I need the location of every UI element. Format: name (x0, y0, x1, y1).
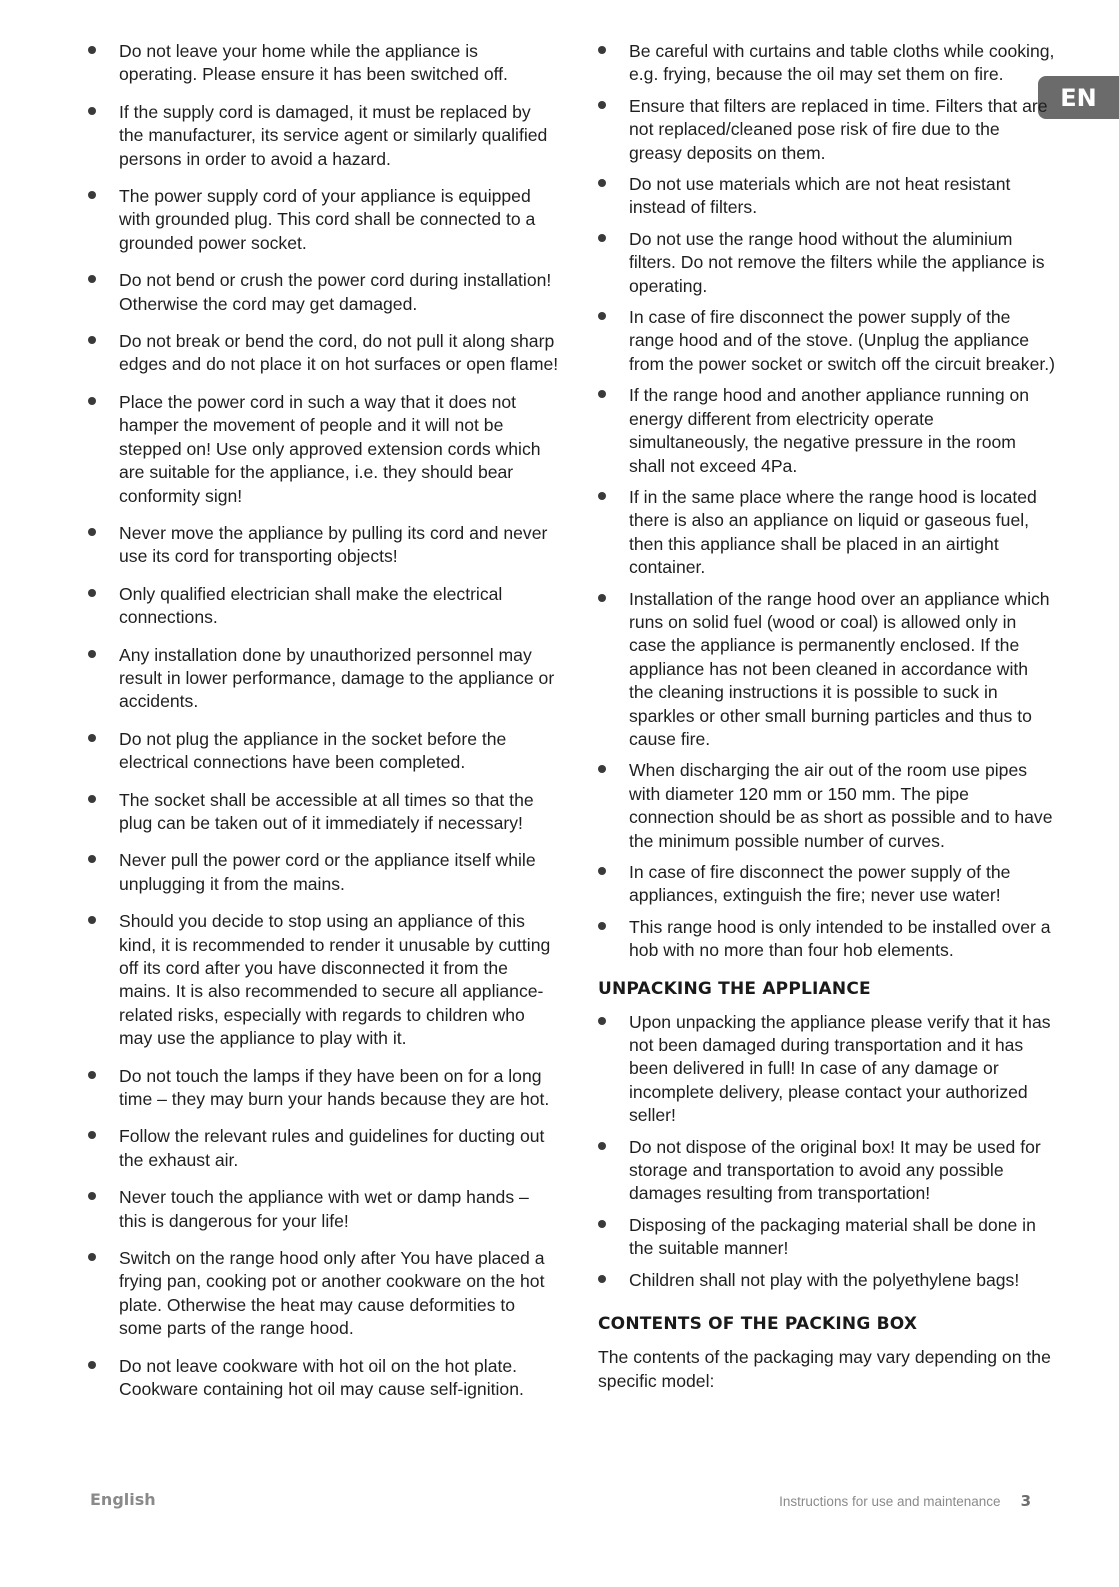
bullet-icon (88, 528, 96, 536)
list-item (88, 849, 560, 896)
bullet-icon (88, 1253, 96, 1261)
bullet-icon (598, 594, 606, 602)
list-item (598, 40, 1056, 87)
footer-right (779, 1492, 1031, 1510)
list-item (598, 95, 1056, 165)
left-column (88, 40, 560, 1416)
list-item (88, 789, 560, 836)
bullet-icon (88, 916, 96, 924)
footer-title: Instructions for use and maintenance (779, 1494, 1001, 1509)
list-item (88, 522, 560, 569)
list-item-text: The power supply cord of your appliance is equipped with grounded plug. This cord shall be connected to a grounded power socket. (119, 186, 536, 253)
bullet-icon (88, 855, 96, 863)
bullet-icon (88, 650, 96, 658)
bullet-icon (88, 107, 96, 115)
right-column (598, 40, 1056, 1393)
list-item-text: If the supply cord is damaged, it must be replaced by the manufacturer, its service agent or similarly qualified persons in order to avoid a hazard. (119, 101, 548, 169)
list-item (88, 583, 560, 630)
bullet-icon (598, 867, 606, 875)
bullet-icon (598, 492, 606, 500)
bullet-icon (88, 397, 96, 405)
list-item-text: If in the same place where the range hood is located there is also an appliance on liquid or gaseous fuel, then this appliance shall be placed in an airtight container. (629, 486, 1037, 578)
list-item (598, 228, 1056, 298)
bullet-icon (598, 312, 606, 320)
list-item-text: Switch on the range hood only after You have placed a frying pan, cooking pot or another cookware on the hot plate. Otherwise the heat may cause deformities to some parts of the range hood. (119, 1248, 545, 1339)
list-item (598, 916, 1056, 963)
bullet-icon (88, 1071, 96, 1079)
bullet-icon (598, 922, 606, 930)
bullet-icon (598, 1017, 606, 1025)
list-item (598, 384, 1056, 478)
list-item-text: Installation of the range hood over an appliance which runs on solid fuel (wood or coal) is allowed only in case the appliance is permanently enclosed. If the appliance has not been cleaned in accordance with the cleaning instructions it is possible to suck in sparkles or other small burning particles and thus to cause fire. (629, 588, 1050, 749)
list-item-text: Follow the relevant rules and guidelines for ducting out the exhaust air. (119, 1126, 545, 1170)
bullet-icon (598, 234, 606, 242)
unpacking-list (598, 1011, 1056, 1292)
footer-language: English (90, 1490, 156, 1509)
list-item-text: Children shall not play with the polyethylene bags! (629, 1269, 1020, 1290)
bullet-icon (88, 275, 96, 283)
list-item-text: Disposing of the packaging material shall be done in the suitable manner! (629, 1214, 1036, 1259)
bullet-icon (598, 1142, 606, 1150)
bullet-icon (88, 734, 96, 742)
list-item (88, 391, 560, 508)
list-item (88, 40, 560, 87)
contents-heading: CONTENTS OF THE PACKING BOX (598, 1314, 918, 1335)
list-item (88, 1247, 560, 1341)
list-item (88, 1186, 560, 1233)
bullet-icon (88, 589, 96, 597)
list-item-text: Do not leave your home while the appliance is operating. Please ensure it has been switched off. (119, 41, 508, 85)
list-item (598, 588, 1056, 752)
list-item (88, 1125, 560, 1172)
right-safety-list (598, 40, 1056, 963)
bullet-icon (598, 179, 606, 187)
bullet-icon (88, 336, 96, 344)
list-item (598, 1136, 1056, 1206)
list-item-text: Do not dispose of the original box! It may be used for storage and transportation to avoid any possible damages resulting from transportation! (629, 1136, 1041, 1204)
list-item (598, 486, 1056, 580)
unpacking-heading: UNPACKING THE APPLIANCE (598, 978, 871, 999)
language-tab: EN (1038, 76, 1119, 119)
list-item (88, 644, 560, 714)
list-item-text: Only qualified electrician shall make the electrical connections. (119, 583, 503, 628)
list-item-text: If the range hood and another appliance running on energy different from electricity operate simultaneously, the negative pressure in the room shall not exceed 4Pa. (629, 385, 1030, 476)
list-item-text: In case of fire disconnect the power supply of the appliances, extinguish the fire; never use water! (629, 862, 1011, 906)
list-item-text: Do not use materials which are not heat resistant instead of filters. (629, 174, 1011, 218)
list-item (88, 910, 560, 1050)
bullet-icon (598, 101, 606, 109)
list-item-text: The socket shall be accessible at all times so that the plug can be taken out of it immediately if necessary! (119, 789, 534, 833)
list-item (88, 728, 560, 775)
list-item-text: Upon unpacking the appliance please verify that it has not been damaged during transportation and it has been delivered in full! In case of any damage or incomplete delivery, please contact your authorized seller! (629, 1011, 1051, 1126)
list-item-text: Do not bend or crush the power cord during installation! Otherwise the cord may get damaged. (119, 270, 552, 314)
list-item-text: Ensure that filters are replaced in time. Filters that are not replaced/cleaned pose risk of fire due to the greasy deposits on them. (629, 95, 1048, 163)
bullet-icon (88, 1192, 96, 1200)
list-item-text: When discharging the air out of the room use pipes with diameter 120 mm or 150 mm. The pipe connection should be as short as possible and to have the minimum possible number of curves. (629, 760, 1053, 851)
bullet-icon (598, 1275, 606, 1283)
list-item (88, 1355, 560, 1402)
list-item (88, 101, 560, 171)
list-item-text: Do not touch the lamps if they have been on for a long time – they may burn your hands because they are hot. (119, 1065, 550, 1110)
page-number: 3 (1020, 1492, 1031, 1510)
bullet-icon (88, 795, 96, 803)
bullet-icon (598, 1220, 606, 1228)
list-item (598, 1011, 1056, 1128)
list-item-text: Never touch the appliance with wet or damp hands – this is dangerous for your life! (119, 1187, 529, 1231)
list-item-text: Be careful with curtains and table cloths while cooking, e.g. frying, because the oil may set them on fire. (629, 41, 1055, 85)
left-safety-list (88, 40, 560, 1402)
list-item-text: Place the power cord in such a way that it does not hamper the movement of people and it will not be stepped on! Use only approved extension cords which are suitable for the appliance, i.e. they should bear conformity sign! (119, 391, 541, 506)
list-item-text: This range hood is only intended to be installed over a hob with no more than four hob elements. (629, 916, 1051, 961)
list-item-text: Any installation done by unauthorized personnel may result in lower performance, damage to the appliance or accidents. (119, 644, 555, 712)
list-item (598, 759, 1056, 853)
bullet-icon (598, 390, 606, 398)
bullet-icon (88, 191, 96, 199)
list-item (88, 185, 560, 255)
bullet-icon (598, 46, 606, 54)
bullet-icon (598, 765, 606, 773)
bullet-icon (88, 46, 96, 54)
list-item (598, 1214, 1056, 1261)
contents-text: The contents of the packaging may vary depending on the specific model: (598, 1347, 1051, 1391)
list-item (88, 330, 560, 377)
list-item-text: Do not plug the appliance in the socket before the electrical connections have been completed. (119, 728, 507, 773)
list-item (88, 269, 560, 316)
list-item-text: Never move the appliance by pulling its cord and never use its cord for transporting objects! (119, 522, 548, 567)
list-item (598, 306, 1056, 376)
list-item-text: Should you decide to stop using an appliance of this kind, it is recommended to render it unusable by cutting off its cord after you have disconnected it from the mains. It is also recommended to secure all appliance-related risks, especially with regards to children who may use the appliance to play with it. (119, 911, 551, 1049)
list-item (598, 861, 1056, 908)
list-item-text: Do not leave cookware with hot oil on the hot plate. Cookware containing hot oil may cause self-ignition. (119, 1355, 524, 1400)
bullet-icon (88, 1131, 96, 1139)
bullet-icon (88, 1361, 96, 1369)
list-item-text: Do not break or bend the cord, do not pull it along sharp edges and do not place it on hot surfaces or open flame! (119, 331, 559, 375)
list-item (598, 1269, 1056, 1292)
list-item-text: Never pull the power cord or the appliance itself while unplugging it from the mains. (119, 850, 536, 894)
list-item-text: In case of fire disconnect the power supply of the range hood and of the stove. (Unplug the appliance from the power socket or switch off the circuit breaker.) (629, 307, 1056, 374)
list-item (598, 173, 1056, 220)
list-item-text: Do not use the range hood without the aluminium filters. Do not remove the filters while the appliance is operating. (629, 228, 1045, 296)
list-item (88, 1065, 560, 1112)
